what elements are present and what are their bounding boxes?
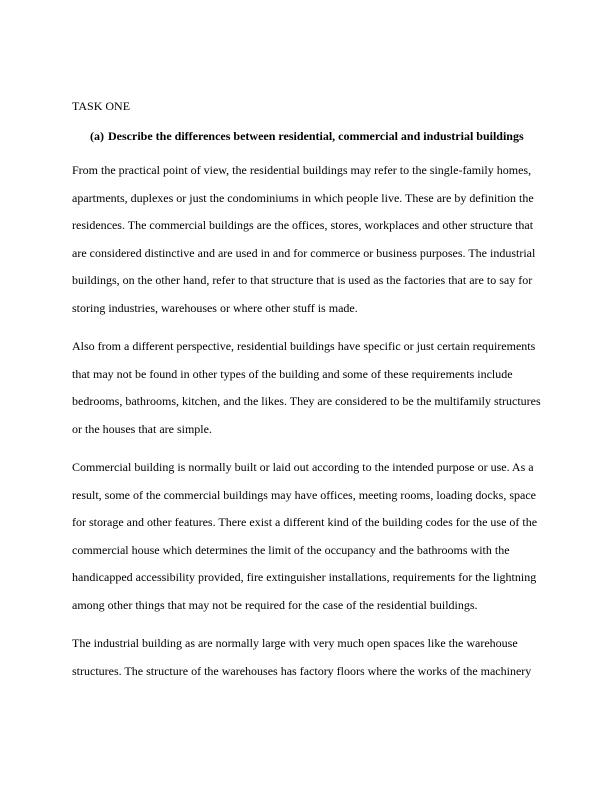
task-title: TASK ONE	[72, 99, 131, 113]
question-marker: (a)	[90, 129, 104, 143]
question-text: Describe the differences between residential, commercial and industrial buildings	[108, 129, 524, 143]
question-heading	[72, 127, 542, 145]
paragraph-industrial-building: The industrial building as are normally large with very much open spaces like the warehouse structures. The structure of the warehouses has factory floors where the works of the machinery	[72, 636, 532, 678]
paragraph-commercial-building: Commercial building is normally built or laid out according to the intended purpose or use. As a result, some of the commercial buildings may have offices, meeting rooms, loading docks, space for storage and other features. There exist a different kind of the building codes for the use of the commercial house which determines the limit of the occupancy and the bathrooms with the handicapped accessibility provided, fire extinguisher installations, requirements for the lightning among other things that may not be required for the case of the residential buildings.	[72, 460, 538, 612]
paragraph-residential-commercial-industrial: From the practical point of view, the residential buildings may refer to the single-family homes, apartments, duplexes or just the condominiums in which people live. These are by definition the residences. The commercial buildings are the offices, stores, workplaces and other structure that are considered distinctive and are used in and for commerce or business purposes. The industrial buildings, on the other hand, refer to that structure that is used as the factories that are to say for storing industries, warehouses or where other stuff is made.	[72, 163, 536, 315]
paragraph-residential-requirements: Also from a different perspective, residential buildings have specific or just certain requirements that may not be found in other types of the building and some of these requirements include bedrooms, bathrooms, kitchen, and the likes. They are considered to be the multifamily structures or the houses that are simple.	[72, 339, 541, 436]
document-body	[72, 97, 542, 696]
